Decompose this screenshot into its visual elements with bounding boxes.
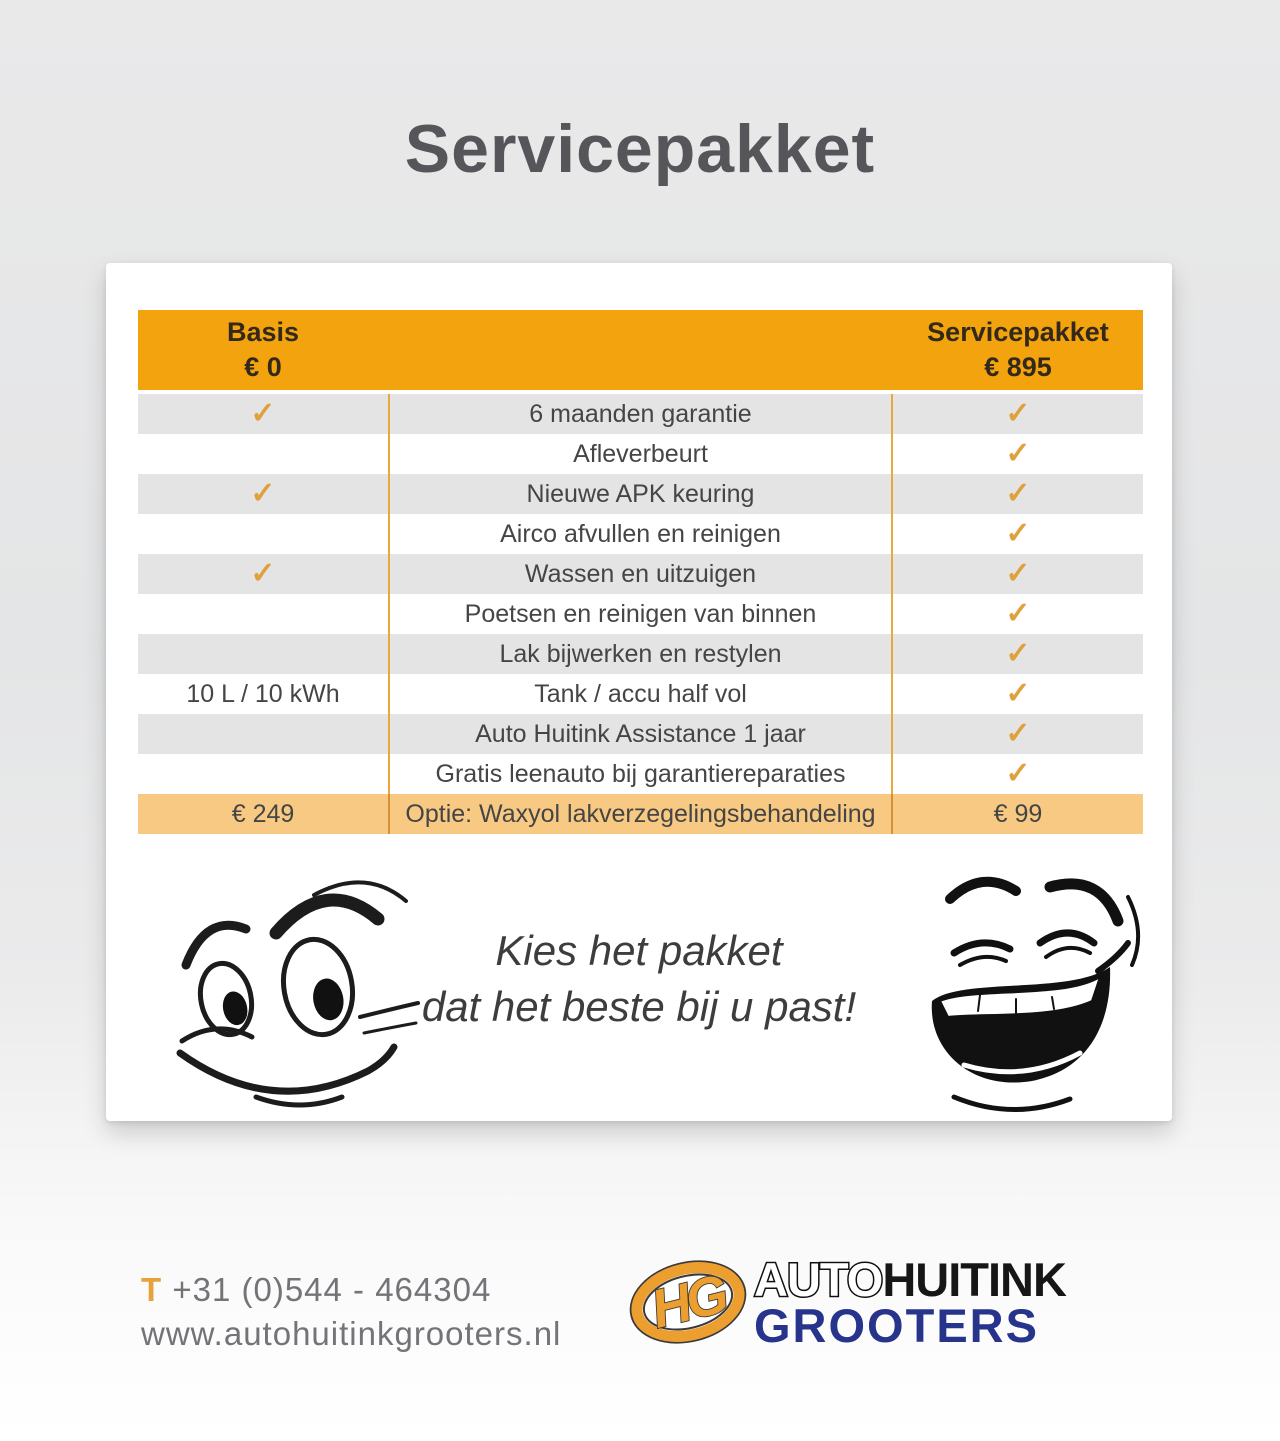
service-cell [893, 434, 1143, 474]
option-basis-price: € 249 [231, 799, 295, 828]
check-icon: ✓ [250, 397, 276, 430]
basis-cell [138, 514, 388, 554]
option-label: Optie: Waxyol lakverzegelingsbehandeling [388, 794, 893, 834]
pricing-table [138, 310, 1143, 834]
feature-label-cell: Nieuwe APK keuring [388, 474, 893, 514]
feature-label-cell: Auto Huitink Assistance 1 jaar [388, 714, 893, 754]
service-cell [893, 554, 1143, 594]
check-icon: ✓ [1005, 557, 1031, 590]
basis-cell [138, 474, 388, 514]
feature-label-cell: Lak bijwerken en restylen [388, 634, 893, 674]
basis-column-title: Basis [226, 317, 300, 347]
service-cell [893, 474, 1143, 514]
logo-word-auto: AUTO [754, 1254, 883, 1306]
table-row [138, 394, 1143, 434]
basis-cell [138, 594, 388, 634]
check-icon: ✓ [1005, 717, 1031, 750]
table-row [138, 674, 1143, 714]
basis-cell [138, 554, 388, 594]
service-column-price: € 895 [984, 352, 1052, 382]
tagline-line1: Kies het pakket [495, 927, 783, 974]
table-row [138, 594, 1143, 634]
feature-label-cell: Poetsen en reinigen van binnen [388, 594, 893, 634]
check-icon: ✓ [1005, 477, 1031, 510]
logo-word-grooters: GROOTERS [754, 1299, 1039, 1350]
service-cell [893, 674, 1143, 714]
basis-cell: 10 L / 10 kWh [186, 679, 340, 708]
service-column-title: Servicepakket [927, 317, 1109, 347]
logo-monogram: HG [645, 1264, 731, 1340]
check-icon: ✓ [250, 557, 276, 590]
logo-word-huitink: HUITINK [882, 1254, 1066, 1306]
website-url: www.autohuitinkgrooters.nl [141, 1315, 562, 1352]
service-cell [893, 714, 1143, 754]
table-row [138, 634, 1143, 674]
service-cell [893, 514, 1143, 554]
basis-cell [138, 714, 388, 754]
check-icon: ✓ [1005, 597, 1031, 630]
service-cell [893, 754, 1143, 794]
feature-label-cell: Tank / accu half vol [388, 674, 893, 714]
laughing-smiley-icon [902, 859, 1146, 1123]
phone-line [141, 1268, 561, 1312]
feature-label-cell: Afleverbeurt [388, 434, 893, 474]
table-row [138, 754, 1143, 794]
table-row [138, 474, 1143, 514]
basis-column-header [138, 315, 388, 385]
phone-number: +31 (0)544 - 464304 [172, 1271, 492, 1308]
service-cell [893, 594, 1143, 634]
table-row [138, 714, 1143, 754]
basis-cell [138, 754, 388, 794]
table-header [138, 310, 1143, 390]
option-service-price: € 99 [993, 799, 1043, 828]
page-title: Servicepakket [404, 111, 876, 187]
service-cell [893, 634, 1143, 674]
table-row [138, 514, 1143, 554]
basis-column-price: € 0 [244, 352, 282, 382]
feature-label-cell: Gratis leenauto bij garantiereparaties [388, 754, 893, 794]
table-row [138, 554, 1143, 594]
check-icon: ✓ [1005, 437, 1031, 470]
company-logo [626, 1254, 1146, 1350]
check-icon: ✓ [250, 477, 276, 510]
basis-cell [138, 434, 388, 474]
basis-cell [138, 634, 388, 674]
check-icon: ✓ [1005, 677, 1031, 710]
phone-prefix: T [141, 1271, 163, 1308]
check-icon: ✓ [1005, 517, 1031, 550]
service-cell [893, 394, 1143, 434]
service-column-header [893, 315, 1143, 385]
table-rows [138, 394, 1143, 794]
check-icon: ✓ [1005, 757, 1031, 790]
basis-cell [138, 394, 388, 434]
hg-oval-badge-icon [626, 1254, 754, 1350]
tagline-line2: dat het beste bij u past! [421, 983, 857, 1030]
feature-label-cell: Wassen en uitzuigen [388, 554, 893, 594]
table-row [138, 434, 1143, 474]
contact-block [141, 1268, 561, 1356]
feature-label-cell: Airco afvullen en reinigen [388, 514, 893, 554]
content-card [106, 263, 1172, 1121]
option-row [138, 794, 1143, 834]
check-icon: ✓ [1005, 397, 1031, 430]
feature-label-cell: 6 maanden garantie [388, 394, 893, 434]
check-icon: ✓ [1005, 637, 1031, 670]
